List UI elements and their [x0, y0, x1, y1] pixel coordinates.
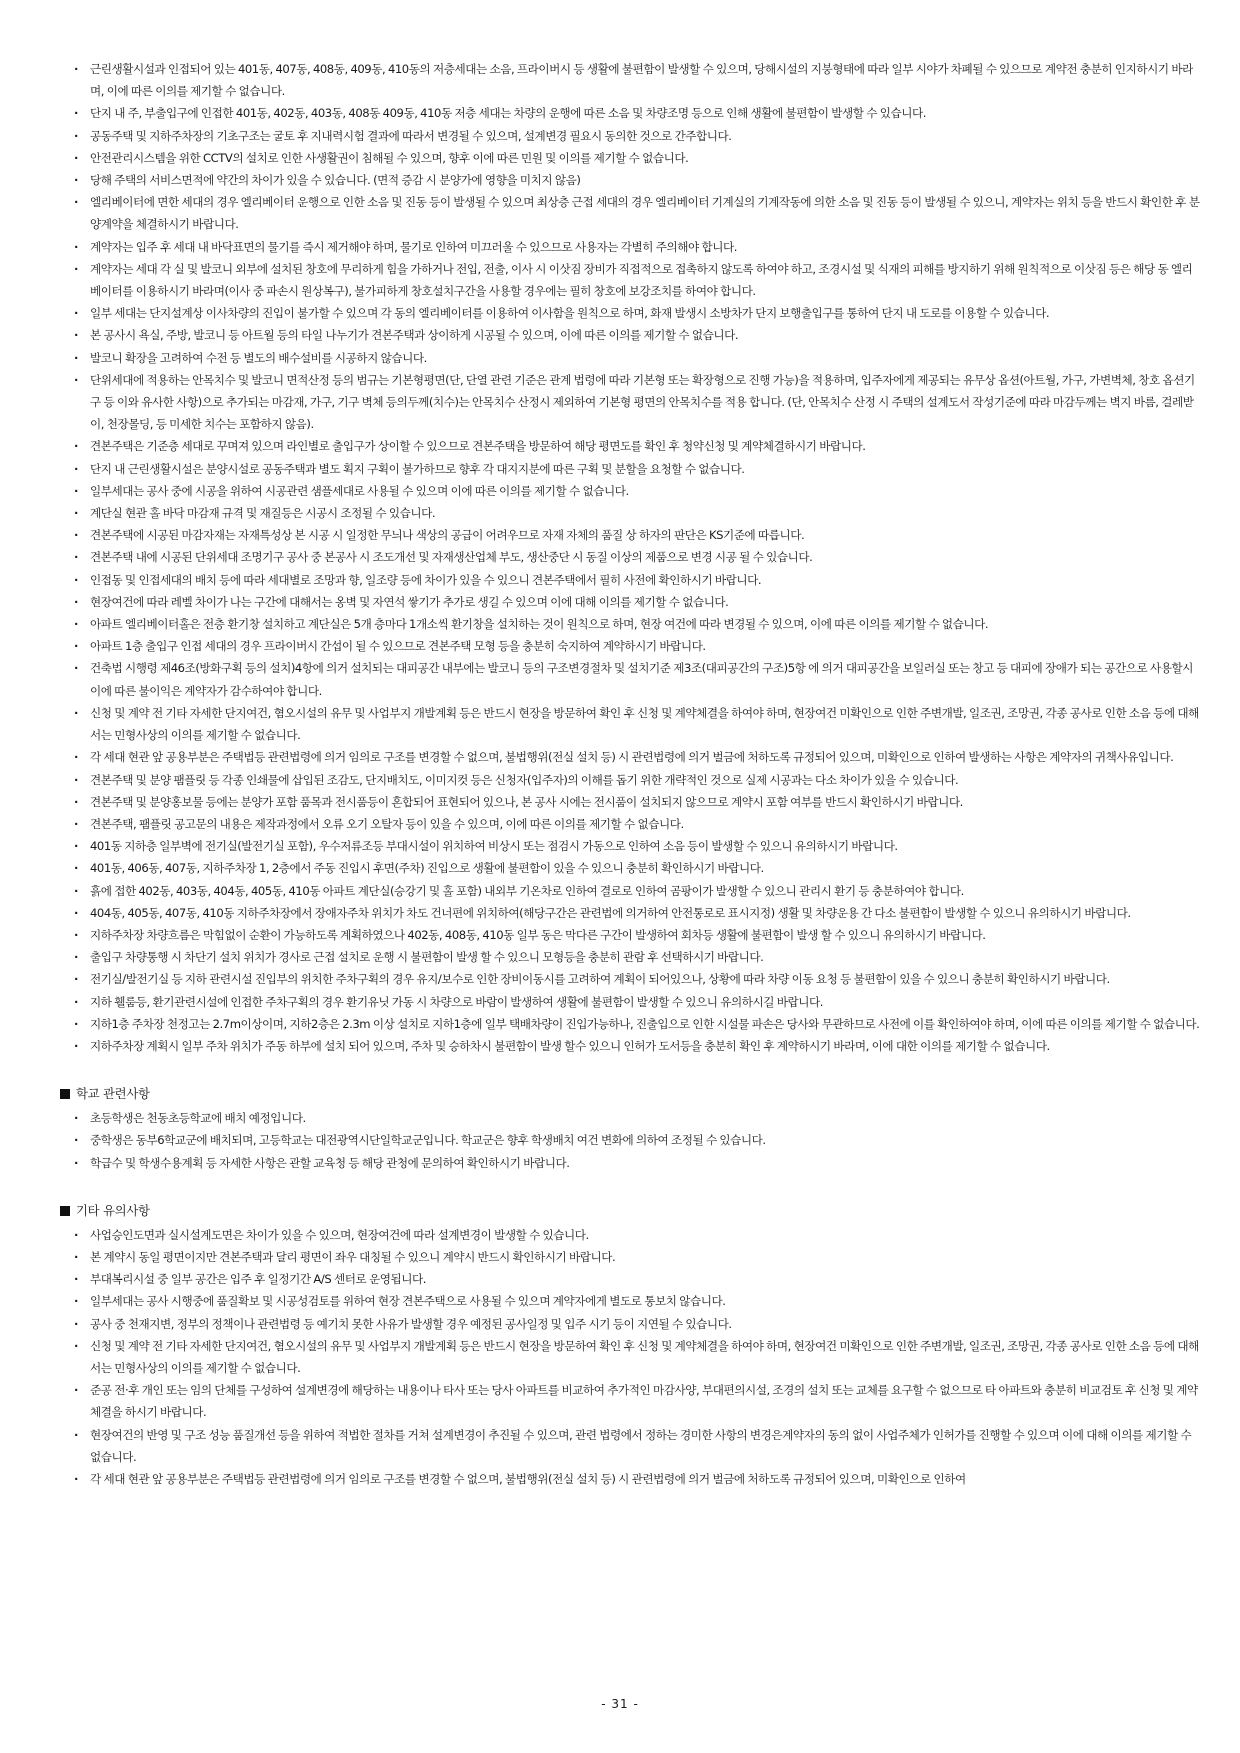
notice-item: · 일부 세대는 단지설계상 이사차량의 진입이 불가할 수 있으며 각 동의 엘리베이터를 이용하여 이사함을 원칙으로 하며, 화재 발생시 소방차가 단지 보행출입구를 통하여 단지 내 도로를 이용할 수 있습니다.	[60, 302, 1200, 324]
other-notice-item: · 본 계약시 동일 평면이지만 견본주택과 달리 평면이 좌우 대칭될 수 있으니 계약시 반드시 확인하시기 바랍니다.	[60, 1246, 1200, 1268]
notice-item: · 신청 및 계약 전 기타 자세한 단지여건, 혐오시설의 유무 및 사업부지 개발계획 등은 반드시 현장을 방문하여 확인 후 신청 및 계약체결을 하여야 하며, 현장여건 미확인으로 인한 주변개발, 일조권, 조망권, 각종 공사로 인한 소음 등에 대해서는 민형사상의 이의를 제기할 수 없습니다.	[60, 702, 1200, 746]
notice-item: · 근린생활시설과 인접되어 있는 401동, 407동, 408동, 409동, 410동의 저층세대는 소음, 프라이버시 등 생활에 불편함이 발생할 수 있으며, 당해시설의 지붕형태에 따라 일부 시야가 차폐될 수 있으므로 계약전 충분히 인지하시기 바라며, 이에 따른 이의를 제기할 수 없습니다.	[60, 58, 1200, 102]
notice-item: · 견본주택 및 분양홍보물 등에는 분양가 포함 품목과 전시품등이 혼합되어 표현되어 있으나, 본 공사 시에는 전시품이 설치되지 않으므로 계약시 포함 여부를 반드시 확인하시기 바랍니다.	[60, 791, 1200, 813]
notice-item: · 출입구 차량통행 시 차단기 설치 위치가 경사로 근접 설치로 운행 시 불편함이 발생 할 수 있으니 모형등을 충분히 관람 후 선택하시기 바랍니다.	[60, 946, 1200, 968]
school-notice-item: · 학급수 및 학생수용계획 등 자세한 사항은 관할 교육청 등 해당 관청에 문의하여 확인하시기 바랍니다.	[60, 1152, 1200, 1174]
notice-item: · 건축법 시행령 제46조(방화구획 등의 설치)4항에 의거 설치되는 대피공간 내부에는 발코니 등의 구조변경절차 및 설치기준 제3조(대피공간의 구조)5항 에 의거 대피공간을 보일러실 또는 창고 등 대피에 장애가 되는 공간으로 사용할시 이에 따른 불이익은 계약자가 감수하여야 합니다.	[60, 657, 1200, 701]
notice-item: · 계단실 현관 홀 바닥 마감재 규격 및 재질등은 시공시 조정될 수 있습니다.	[60, 502, 1200, 524]
notice-item: · 견본주택, 팸플릿 공고문의 내용은 제작과정에서 오류 오기 오탈자 등이 있을 수 있으며, 이에 따른 이의를 제기할 수 없습니다.	[60, 813, 1200, 835]
other-notice-item: · 부대복리시설 중 일부 공간은 입주 후 일정기간 A/S 센터로 운영됩니다.	[60, 1268, 1200, 1290]
notice-item: · 아파트 1층 출입구 인접 세대의 경우 프라이버시 간섭이 될 수 있으므로 견본주택 모형 등을 충분히 숙지하여 계약하시기 바랍니다.	[60, 635, 1200, 657]
notice-item: · 안전관리시스템을 위한 CCTV의 설치로 인한 사생활권이 침해될 수 있으며, 향후 이에 따른 민원 및 이의를 제기할 수 없습니다.	[60, 147, 1200, 169]
notice-item: · 본 공사시 욕실, 주방, 발코니 등 아트월 등의 타일 나누기가 견본주택과 상이하게 시공될 수 있으며, 이에 따른 이의를 제기할 수 없습니다.	[60, 324, 1200, 346]
notice-item: · 공동주택 및 지하주차장의 기초구조는 굴토 후 지내력시험 결과에 따라서 변경될 수 있으며, 설계변경 필요시 동의한 것으로 간주합니다.	[60, 125, 1200, 147]
notice-item: · 전기실/발전기실 등 지하 관련시설 진입부의 위치한 주차구획의 경우 유지/보수로 인한 장비이동시를 고려하여 계획이 되어있으나, 상황에 따라 차량 이동 요청 등 불편함이 있을 수 있으니 충분히 확인하시기 바랍니다.	[60, 968, 1200, 990]
square-bullet-icon	[60, 1089, 70, 1099]
general-notice-list	[60, 58, 1200, 1057]
other-notice-item: · 현장여건의 반영 및 구조 성능 품질개선 등을 위하여 적법한 절차를 거쳐 설계변경이 추진될 수 있으며, 관련 법령에서 정하는 경미한 사항의 변경은계약자의 동의 없이 사업주체가 인허가를 진행할 수 있으며 이에 대해 이의를 제기할 수 없습니다.	[60, 1424, 1200, 1468]
document-body	[60, 58, 1200, 1490]
other-notice-list	[60, 1224, 1200, 1490]
square-bullet-icon	[60, 1206, 70, 1216]
other-notice-item: · 준공 전·후 개인 또는 임의 단체를 구성하여 설계변경에 해당하는 내용이나 타사 또는 당사 아파트를 비교하여 추가적인 마감사양, 부대편의시설, 조경의 설치 또는 교체를 요구할 수 없으므로 타 아파트와 충분히 비교검토 후 신청 및 계약체결을 하시기 바랍니다.	[60, 1379, 1200, 1423]
notice-item: · 엘리베이터에 면한 세대의 경우 엘리베이터 운행으로 인한 소음 및 진동 등이 발생될 수 있으며 최상층 근접 세대의 경우 엘리베이터 기계실의 기계작동에 의한 소음 및 진동 등이 발생될 수 있으니, 계약자는 위치 등을 반드시 확인한 후 분양계약을 체결하시기 바랍니다.	[60, 191, 1200, 235]
notice-item: · 견본주택은 기준층 세대로 꾸며져 있으며 라인별로 출입구가 상이할 수 있으므로 견본주택을 방문하여 해당 평면도를 확인 후 청약신청 및 계약체결하시기 바랍니다.	[60, 435, 1200, 457]
notice-item: · 단지 내 주, 부출입구에 인접한 401동, 402동, 403동, 408동 409동, 410동 저층 세대는 차량의 운행에 따른 소음 및 차량조명 등으로 인해 생활에 불편함이 발생할 수 있습니다.	[60, 102, 1200, 124]
other-notice-item: · 사업승인도면과 실시설계도면은 차이가 있을 수 있으며, 현장여건에 따라 설계변경이 발생할 수 있습니다.	[60, 1224, 1200, 1246]
notice-item: · 인접동 및 인접세대의 배치 등에 따라 세대별로 조망과 향, 일조량 등에 차이가 있을 수 있으니 견본주택에서 필히 사전에 확인하시기 바랍니다.	[60, 569, 1200, 591]
notice-item: · 401동, 406동, 407동, 지하주차장 1, 2층에서 주동 진입시 후면(주차) 진입으로 생활에 불편함이 있을 수 있으니 충분히 확인하시기 바랍니다.	[60, 857, 1200, 879]
notice-item: · 계약자는 입주 후 세대 내 바닥표면의 물기를 즉시 제거해야 하며, 물기로 인하여 미끄러울 수 있으므로 사용자는 각별히 주의해야 합니다.	[60, 236, 1200, 258]
notice-item: · 당해 주택의 서비스면적에 약간의 차이가 있을 수 있습니다. (면적 증감 시 분양가에 영향을 미치지 않음)	[60, 169, 1200, 191]
school-section-heading	[60, 1083, 1200, 1105]
notice-item: · 지하주차장 계획시 일부 주차 위치가 주동 하부에 설치 되어 있으며, 주차 및 승하차시 불편함이 발생 할수 있으니 인허가 도서등을 충분히 확인 후 계약하시기 바라며, 이에 대한 이의를 제기할 수 없습니다.	[60, 1035, 1200, 1057]
other-section-title: 기타 유의사항	[76, 1202, 150, 1218]
notice-item: · 각 세대 현관 앞 공용부분은 주택법등 관련법령에 의거 임의로 구조를 변경할 수 없으며, 불법행위(전실 설치 등) 시 관련법령에 의거 벌금에 처하도록 규정되어 있으며, 미확인으로 인하여 발생하는 사항은 계약자의 귀책사유입니다.	[60, 746, 1200, 768]
notice-item: · 견본주택에 시공된 마감자재는 자재특성상 본 시공 시 일정한 무늬나 색상의 공급이 어려우므로 자재 자체의 품질 상 하자의 판단은 KS기준에 따릅니다.	[60, 524, 1200, 546]
notice-item: · 지하 휄룸등, 환기관련시설에 인접한 주차구획의 경우 환기유닛 가동 시 차량으로 바람이 발생하여 생활에 불편함이 발생할 수 있으니 유의하시길 바랍니다.	[60, 991, 1200, 1013]
notice-item: · 아파트 엘리베이터홀은 전층 환기창 설치하고 계단실은 5개 층마다 1개소씩 환기창을 설치하는 것이 원칙으로 하며, 현장 여건에 따라 변경될 수 있으며, 이에 따른 이의를 제기할 수 없습니다.	[60, 613, 1200, 635]
notice-item: · 지하주차장 차량흐름은 막힘없이 순환이 가능하도록 계획하였으나 402동, 408동, 410동 일부 동은 막다른 구간이 발생하여 회차등 생활에 불편함이 발생 할 수 있으니 유의하시기 바랍니다.	[60, 924, 1200, 946]
notice-item: · 견본주택 및 분양 팸플릿 등 각종 인쇄물에 삽입된 조감도, 단지배치도, 이미지컷 등은 신청자(입주자)의 이해를 돕기 위한 개략적인 것으로 실제 시공과는 다소 차이가 있을 수 있습니다.	[60, 769, 1200, 791]
school-notice-list	[60, 1107, 1200, 1174]
notice-item: · 단지 내 근린생활시설은 분양시설로 공동주택과 별도 획지 구획이 불가하므로 향후 각 대지지분에 따른 구획 및 분할을 요청할 수 없습니다.	[60, 458, 1200, 480]
other-notice-item: · 일부세대는 공사 시행중에 품질확보 및 시공성검토를 위하여 현장 견본주택으로 사용될 수 있으며 계약자에게 별도로 통보치 않습니다.	[60, 1290, 1200, 1312]
other-notice-item: · 각 세대 현관 앞 공용부분은 주택법등 관련법령에 의거 임의로 구조를 변경할 수 없으며, 불법행위(전실 설치 등) 시 관련법령에 의거 벌금에 처하도록 규정되어 있으며, 미확인으로 인하여	[60, 1468, 1200, 1490]
notice-item: · 일부세대는 공사 중에 시공을 위하여 시공관련 샘플세대로 사용될 수 있으며 이에 따른 이의를 제기할 수 없습니다.	[60, 480, 1200, 502]
other-notice-item: · 공사 중 천재지변, 정부의 정책이나 관련법령 등 예기치 못한 사유가 발생할 경우 예정된 공사일정 및 입주 시기 등이 지연될 수 있습니다.	[60, 1313, 1200, 1335]
notice-item: · 계약자는 세대 각 실 및 발코니 외부에 설치된 창호에 무리하게 힘을 가하거나 전입, 전출, 이사 시 이삿짐 장비가 직접적으로 접촉하지 않도록 하여야 하고, 조경시설 및 식재의 피해를 방지하기 위해 원칙적으로 이삿짐 등은 해당 동 엘리베이터를 이용하시기 바라며(이사 중 파손시 원상복구), 불가피하게 창호설치구간을 사용할 경우에는 필히 창호에 보강조치를 하여야 합니다.	[60, 258, 1200, 302]
school-section-title: 학교 관련사항	[76, 1086, 150, 1102]
school-notice-item: · 중학생은 동부6학교군에 배치되며, 고등학교는 대전광역시단일학교군입니다. 학교군은 향후 학생배치 여건 변화에 의하여 조정될 수 있습니다.	[60, 1129, 1200, 1151]
notice-item: · 단위세대에 적용하는 안목치수 및 발코니 면적산정 등의 범규는 기본형평면(단, 단열 관련 기준은 관계 법령에 따라 기본형 또는 확장형으로 진행 가능)을 적용하며, 입주자에게 제공되는 유무상 옵션(아트월, 가구, 가변벽체, 창호 옵션기구 등 이와 유사한 사항)으로 추가되는 마감재, 가구, 기구 벽체 등의두께(치수)는 안목치수 산정시 제외하여 기본형 평면의 안목치수를 적용 합니다. (단, 안목치수 산정 시 주택의 설계도서 작성기준에 따라 마감두께는 벽지 바름, 걸레받이, 천장몰딩, 등 미세한 치수는 포함하지 않음).	[60, 369, 1200, 436]
other-section-heading	[60, 1200, 1200, 1222]
notice-item: · 현장여건에 따라 레벨 차이가 나는 구간에 대해서는 옹벽 및 자연석 쌓기가 추가로 생길 수 있으며 이에 대해 이의를 제기할 수 없습니다.	[60, 591, 1200, 613]
notice-item: · 발코니 확장을 고려하여 수전 등 별도의 배수설비를 시공하지 않습니다.	[60, 347, 1200, 369]
notice-item: · 견본주택 내에 시공된 단위세대 조명기구 공사 중 본공사 시 조도개선 및 자재생산업체 부도, 생산중단 시 동질 이상의 제품으로 변경 시공 될 수 있습니다.	[60, 546, 1200, 568]
other-notice-item: · 신청 및 계약 전 기타 자세한 단지여건, 혐오시설의 유무 및 사업부지 개발계획 등은 반드시 현장을 방문하여 확인 후 신청 및 계약체결을 하여야 하며, 현장여건 미확인으로 인한 주변개발, 일조권, 조망권, 각종 공사로 인한 소음 등에 대해서는 민형사상의 이의를 제기할 수 없습니다.	[60, 1335, 1200, 1379]
notice-item: · 지하1층 주차장 천정고는 2.7m이상이며, 지하2층은 2.3m 이상 설치로 지하1층에 일부 택배차량이 진입가능하나, 진출입으로 인한 시설물 파손은 당사와 무관하므로 사전에 이를 확인하여야 하며, 이에 따른 이의를 제기할 수 없습니다.	[60, 1013, 1200, 1035]
school-notice-item: · 초등학생은 천동초등학교에 배치 예정입니다.	[60, 1107, 1200, 1129]
notice-item: · 흙에 접한 402동, 403동, 404동, 405동, 410동 아파트 계단실(승강기 및 홀 포함) 내외부 기온차로 인하여 결로로 인하여 곰팡이가 발생할 수 있으니 관리시 환기 등 충분하여야 합니다.	[60, 880, 1200, 902]
notice-item: · 401동 지하층 일부벽에 전기실(발전기실 포함), 우수저류조등 부대시설이 위치하여 비상시 또는 점검시 가동으로 인하여 소음 등이 발생할 수 있으니 유의하시기 바랍니다.	[60, 835, 1200, 857]
notice-item: · 404동, 405동, 407동, 410동 지하주차장에서 장애자주차 위치가 차도 건너편에 위치하여(해당구간은 관련법에 의거하여 안전통로로 표시지정) 생활 및 차량운용 간 다소 불편함이 발생할 수 있으니 유의하시기 바랍니다.	[60, 902, 1200, 924]
page-number: - 31 -	[601, 1697, 639, 1711]
